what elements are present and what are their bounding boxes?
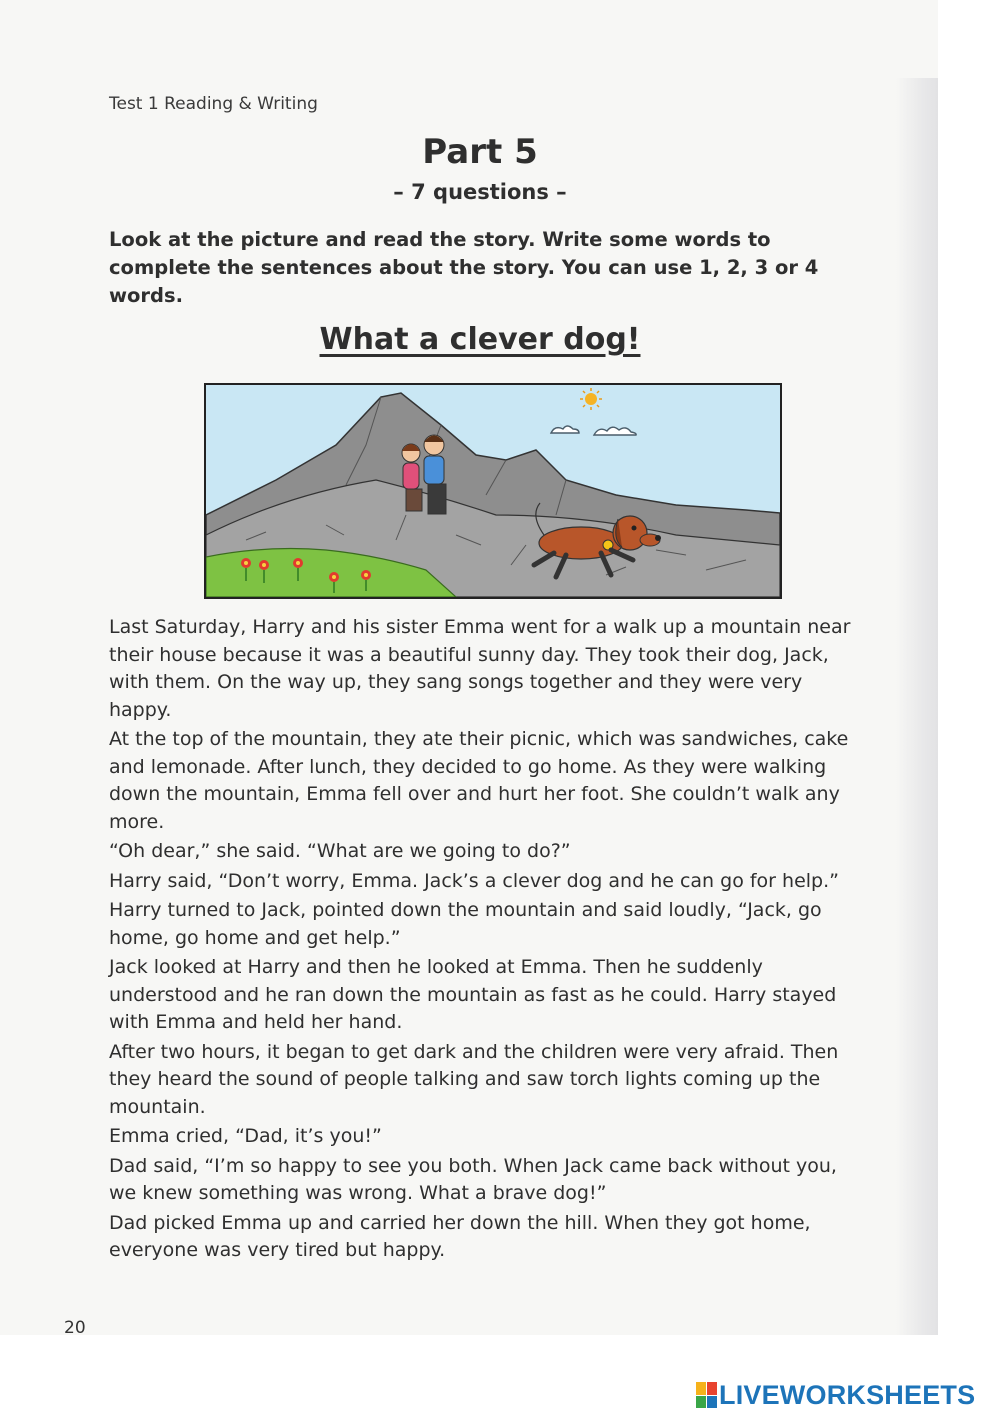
- page-header: Test 1 Reading & Writing: [109, 94, 318, 114]
- story-paragraph-10: Dad picked Emma up and carried her down the hill. When they got home, everyone was very tired but happy.: [109, 1211, 811, 1261]
- story-paragraph-4: Harry said, “Don’t worry, Emma. Jack’s a clever dog and he can go for help.”: [109, 869, 839, 892]
- story-picture: [204, 383, 782, 599]
- page-number: 20: [64, 1318, 86, 1338]
- story-paragraph-6: Jack looked at Harry and then he looked at Emma. Then he suddenly understood and he ran down the mountain as fast as he could. Harry stayed with Emma and held her hand.: [109, 956, 837, 1033]
- story-title: [0, 322, 960, 357]
- brand-name: LIVEWORKSHEETS: [719, 1379, 976, 1410]
- story-paragraph-1: Last Saturday, Harry and his sister Emma went for a walk up a mountain near their house because it was a beautiful sunny day. They took their dog, Jack, with them. On the way up, they sang songs together and they were very happy.: [109, 616, 851, 721]
- part-subtitle: – 7 questions –: [393, 180, 567, 204]
- page-edge-shadow: [896, 78, 938, 1335]
- part-title: Part 5: [422, 132, 538, 172]
- liveworksheets-logo: [696, 1378, 975, 1412]
- story-title-text: What a clever dog!: [319, 322, 641, 357]
- story-paragraph-3: “Oh dear,” she said. “What are we going to do?”: [109, 840, 571, 862]
- story-paragraph-5: Harry turned to Jack, pointed down the mountain and said loudly, “Jack, go home, go home and get help.”: [109, 899, 822, 949]
- liveworksheets-icon: [696, 1382, 716, 1408]
- story-paragraph-7: After two hours, it began to get dark and the children were very afraid. Then they heard the sound of people talking and saw torch lights coming up the mountain.: [109, 1040, 839, 1118]
- story-paragraph-9: Dad said, “I’m so happy to see you both. When Jack came back without you, we knew something was wrong. What a brave dog!”: [109, 1154, 837, 1204]
- story-text: [109, 614, 869, 1267]
- instructions: Look at the picture and read the story. Write some words to complete the sentences about the story. You can use 1, 2, 3 or 4 words.: [109, 228, 819, 307]
- story-paragraph-8: Emma cried, “Dad, it’s you!”: [109, 1125, 382, 1147]
- story-paragraph-2: At the top of the mountain, they ate their picnic, which was sandwiches, cake and lemonade. After lunch, they decided to go home. As they were walking down the mountain, Emma fell over and hurt her foot. She couldn’t walk any more.: [109, 728, 849, 833]
